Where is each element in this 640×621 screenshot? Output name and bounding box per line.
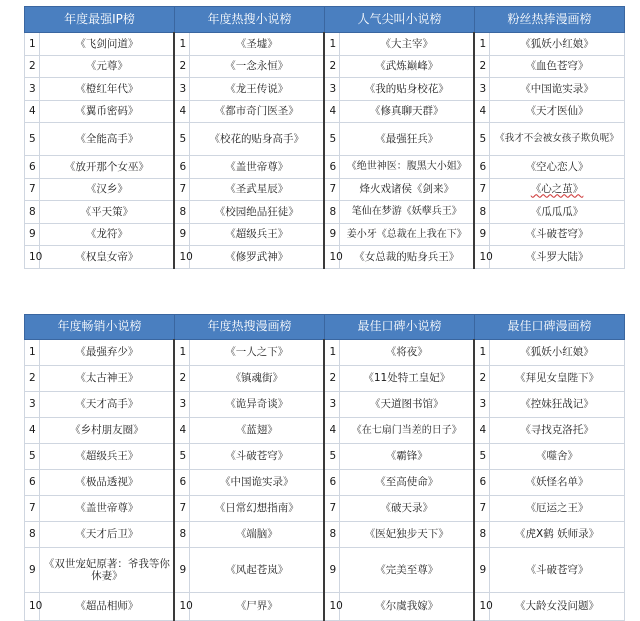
title-cell: 《蓝翅》	[190, 418, 325, 444]
column-header: 年度热搜小说榜	[174, 7, 324, 33]
rank-number: 6	[474, 156, 489, 179]
rank-number: 6	[474, 470, 489, 496]
title-cell: 《全能高手》	[40, 123, 175, 156]
title-cell: 《汉乡》	[40, 178, 175, 201]
title-cell: 《一人之下》	[190, 340, 325, 366]
rank-number: 4	[324, 418, 339, 444]
title-cell: 《我的贴身校花》	[340, 78, 475, 101]
rank-number: 5	[324, 444, 339, 470]
title-cell: 《诡异奇谈》	[190, 392, 325, 418]
rank-number: 8	[25, 522, 40, 548]
rank-number: 7	[25, 496, 40, 522]
title-cell: 《心之茧》	[490, 178, 625, 201]
rank-number: 3	[25, 78, 40, 101]
table-row	[25, 392, 625, 418]
rank-number: 10	[324, 246, 339, 269]
table-row	[25, 470, 625, 496]
title-cell: 《端脑》	[190, 522, 325, 548]
title-cell: 《破天录》	[340, 496, 475, 522]
title-cell: 《龙王传说》	[190, 78, 325, 101]
rank-number: 8	[25, 201, 40, 224]
rank-number: 3	[474, 392, 489, 418]
title-cell: 《霸锋》	[340, 444, 475, 470]
rank-number: 5	[174, 444, 189, 470]
table-header-row	[25, 315, 625, 340]
rank-number: 8	[174, 201, 189, 224]
title-cell: 《校园绝品狂徒》	[190, 201, 325, 224]
rank-number: 10	[25, 593, 40, 621]
rank-number: 9	[324, 548, 339, 593]
rank-number: 9	[324, 223, 339, 246]
rank-number: 2	[25, 55, 40, 78]
rank-number: 4	[25, 100, 40, 123]
rank-number: 9	[474, 548, 489, 593]
rank-number: 2	[324, 366, 339, 392]
title-cell: 《天才后卫》	[40, 522, 175, 548]
title-cell: 《虎X鹤 妖师录》	[490, 522, 625, 548]
title-cell: 《权皇女帝》	[40, 246, 175, 269]
title-cell: 《将夜》	[340, 340, 475, 366]
title-cell: 《修真聊天群》	[340, 100, 475, 123]
rank-number: 8	[324, 522, 339, 548]
title-cell: 《修罗武神》	[190, 246, 325, 269]
rank-number: 9	[25, 223, 40, 246]
title-cell: 《中国诡实录》	[190, 470, 325, 496]
ranking-table-1	[24, 6, 625, 269]
title-cell: 《最强狂兵》	[340, 123, 475, 156]
rank-number: 7	[474, 496, 489, 522]
title-cell: 《女总裁的贴身兵王》	[340, 246, 475, 269]
title-cell: 《太古神王》	[40, 366, 175, 392]
rank-number: 1	[174, 33, 189, 56]
rank-number: 2	[174, 366, 189, 392]
rank-number: 10	[474, 246, 489, 269]
table-row	[25, 340, 625, 366]
title-cell: 《校花的贴身高手》	[190, 123, 325, 156]
title-cell: 《控妹狂战记》	[490, 392, 625, 418]
rank-number: 10	[174, 593, 189, 621]
title-cell: 《妖怪名单》	[490, 470, 625, 496]
title-cell: 笔仙在梦游《妖孽兵王》	[340, 201, 475, 224]
title-cell: 《极品透视》	[40, 470, 175, 496]
title-cell: 《斗罗大陆》	[490, 246, 625, 269]
rank-number: 1	[25, 340, 40, 366]
rank-number: 10	[174, 246, 189, 269]
rank-number: 2	[174, 55, 189, 78]
rank-number: 5	[25, 123, 40, 156]
table-row	[25, 100, 625, 123]
title-cell: 《狐妖小红娘》	[490, 33, 625, 56]
title-cell: 《大主宰》	[340, 33, 475, 56]
rank-number: 4	[25, 418, 40, 444]
title-cell: 《天才高手》	[40, 392, 175, 418]
title-cell: 《天道图书馆》	[340, 392, 475, 418]
rank-number: 4	[174, 100, 189, 123]
rank-number: 5	[25, 444, 40, 470]
title-cell: 《至高使命》	[340, 470, 475, 496]
table-header-row	[25, 7, 625, 33]
title-cell: 《噬舍》	[490, 444, 625, 470]
rank-number: 8	[474, 522, 489, 548]
rank-number: 7	[174, 178, 189, 201]
rank-number: 6	[25, 470, 40, 496]
rank-number: 3	[324, 392, 339, 418]
title-cell: 《空心恋人》	[490, 156, 625, 179]
title-cell: 《斗破苍穹》	[490, 223, 625, 246]
rank-number: 2	[25, 366, 40, 392]
table-row	[25, 33, 625, 56]
table-row	[25, 78, 625, 101]
table-row	[25, 178, 625, 201]
title-cell: 《天才医仙》	[490, 100, 625, 123]
rank-number: 4	[324, 100, 339, 123]
title-cell: 《盖世帝尊》	[40, 496, 175, 522]
title-cell: 《元尊》	[40, 55, 175, 78]
rank-number: 1	[25, 33, 40, 56]
rank-number: 10	[474, 593, 489, 621]
table-row	[25, 496, 625, 522]
rank-number: 6	[174, 470, 189, 496]
rank-number: 3	[474, 78, 489, 101]
title-cell: 《血色苍穹》	[490, 55, 625, 78]
rank-number: 9	[25, 548, 40, 593]
rank-number: 10	[324, 593, 339, 621]
title-cell: 《绝世神医：腹黑大小姐》	[340, 156, 475, 179]
title-cell: 《在七扇门当差的日子》	[340, 418, 475, 444]
rank-number: 7	[174, 496, 189, 522]
title-cell: 《尸界》	[190, 593, 325, 621]
table-row	[25, 593, 625, 621]
title-cell: 《超级兵王》	[40, 444, 175, 470]
title-cell: 《风起苍岚》	[190, 548, 325, 593]
column-header: 年度最强IP榜	[25, 7, 175, 33]
title-cell: 《放开那个女巫》	[40, 156, 175, 179]
title-cell: 《寻找克洛托》	[490, 418, 625, 444]
rank-number: 7	[474, 178, 489, 201]
title-cell: 《完美至尊》	[340, 548, 475, 593]
rank-number: 8	[324, 201, 339, 224]
rank-number: 5	[324, 123, 339, 156]
title-cell: 烽火戏诸侯《剑来》	[340, 178, 475, 201]
table-row	[25, 522, 625, 548]
rank-number: 4	[174, 418, 189, 444]
title-cell: 《11处特工皇妃》	[340, 366, 475, 392]
table-row	[25, 223, 625, 246]
table-row	[25, 201, 625, 224]
title-cell: 姜小牙《总裁在上我在下》	[340, 223, 475, 246]
rank-number: 9	[474, 223, 489, 246]
rank-number: 6	[174, 156, 189, 179]
rank-number: 3	[25, 392, 40, 418]
title-cell: 《医妃独步天下》	[340, 522, 475, 548]
column-header: 最佳口碑小说榜	[324, 315, 474, 340]
title-cell: 《大龄女没问题》	[490, 593, 625, 621]
rank-number: 1	[324, 340, 339, 366]
column-header: 年度畅销小说榜	[25, 315, 175, 340]
title-cell: 《超级兵王》	[190, 223, 325, 246]
rank-number: 8	[474, 201, 489, 224]
title-cell: 《翼币密码》	[40, 100, 175, 123]
rank-number: 4	[474, 100, 489, 123]
rank-number: 2	[474, 366, 489, 392]
rank-number: 7	[25, 178, 40, 201]
title-cell: 《狐妖小红娘》	[490, 340, 625, 366]
ranking-table-2	[24, 314, 625, 621]
rank-number: 2	[324, 55, 339, 78]
title-cell: 《厄运之王》	[490, 496, 625, 522]
rank-number: 3	[174, 78, 189, 101]
rank-number: 6	[324, 470, 339, 496]
title-cell: 《都市奇门医圣》	[190, 100, 325, 123]
title-cell: 《拜见女皇陛下》	[490, 366, 625, 392]
rank-number: 3	[174, 392, 189, 418]
title-cell: 《圣武星辰》	[190, 178, 325, 201]
rank-number: 6	[25, 156, 40, 179]
rank-number: 2	[474, 55, 489, 78]
title-cell: 《龙符》	[40, 223, 175, 246]
title-cell: 《双世宠妃原著：爷我等你休妻》	[40, 548, 175, 593]
title-cell: 《平天策》	[40, 201, 175, 224]
column-header: 年度热搜漫画榜	[174, 315, 324, 340]
title-cell: 《我才不会被女孩子欺负呢》	[490, 123, 625, 156]
rank-number: 7	[324, 496, 339, 522]
rank-number: 7	[324, 178, 339, 201]
title-cell: 《日常幻想指南》	[190, 496, 325, 522]
table-row	[25, 246, 625, 269]
title-cell: 《超品相师》	[40, 593, 175, 621]
title-cell: 《飞剑问道》	[40, 33, 175, 56]
title-cell: 《尔虞我嫁》	[340, 593, 475, 621]
title-cell: 《盖世帝尊》	[190, 156, 325, 179]
table-row	[25, 366, 625, 392]
rank-number: 5	[474, 444, 489, 470]
rank-number: 9	[174, 548, 189, 593]
table-row	[25, 548, 625, 593]
column-header: 人气尖叫小说榜	[324, 7, 474, 33]
title-cell: 《圣墟》	[190, 33, 325, 56]
rank-number: 1	[174, 340, 189, 366]
table-row	[25, 123, 625, 156]
rank-number: 1	[324, 33, 339, 56]
title-cell: 《中国诡实录》	[490, 78, 625, 101]
column-header: 最佳口碑漫画榜	[474, 315, 624, 340]
table-row	[25, 55, 625, 78]
title-cell: 《镇魂街》	[190, 366, 325, 392]
title-cell: 《橙红年代》	[40, 78, 175, 101]
rank-number: 8	[174, 522, 189, 548]
rank-number: 9	[174, 223, 189, 246]
table-row	[25, 418, 625, 444]
title-cell: 《瓜瓜瓜》	[490, 201, 625, 224]
rank-number: 3	[324, 78, 339, 101]
rank-number: 5	[474, 123, 489, 156]
title-cell: 《斗破苍穹》	[190, 444, 325, 470]
rank-number: 6	[324, 156, 339, 179]
rank-number: 4	[474, 418, 489, 444]
rank-number: 10	[25, 246, 40, 269]
title-cell: 《斗破苍穹》	[490, 548, 625, 593]
rank-number: 5	[174, 123, 189, 156]
title-cell: 《最强弃少》	[40, 340, 175, 366]
column-header: 粉丝热捧漫画榜	[474, 7, 624, 33]
table-row	[25, 444, 625, 470]
table-row	[25, 156, 625, 179]
title-cell: 《乡村朋友圈》	[40, 418, 175, 444]
title-cell: 《一念永恒》	[190, 55, 325, 78]
rank-number: 1	[474, 340, 489, 366]
title-cell: 《武炼巅峰》	[340, 55, 475, 78]
rank-number: 1	[474, 33, 489, 56]
